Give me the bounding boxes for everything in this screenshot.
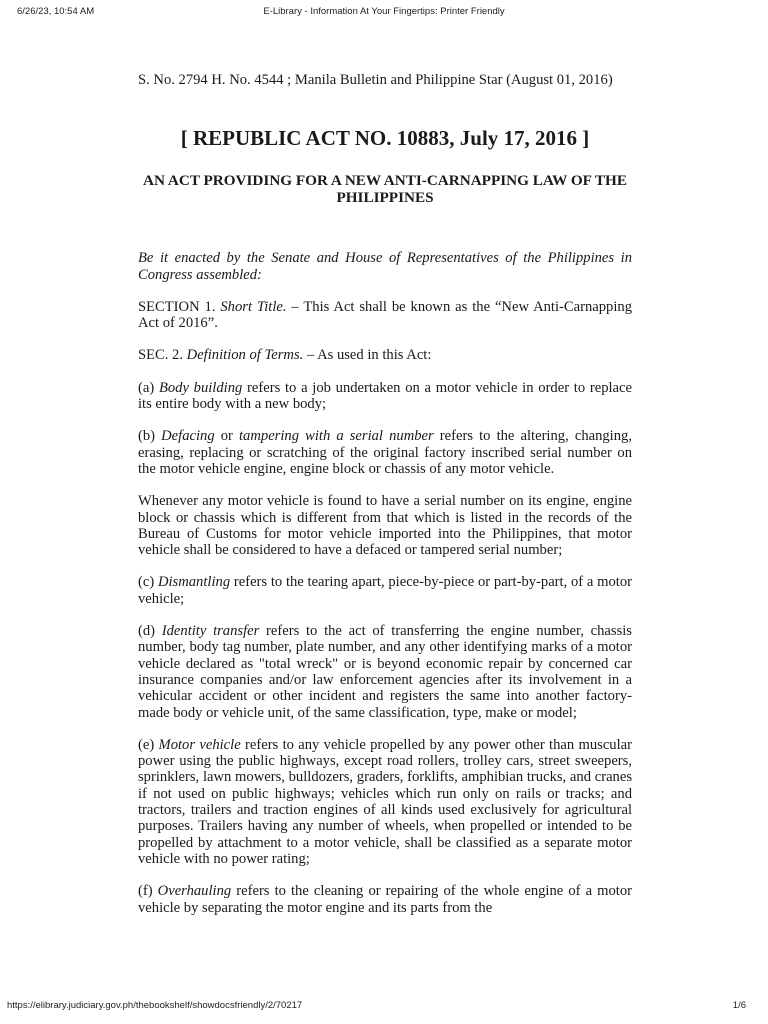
definition-d-term: Identity transfer (161, 623, 260, 640)
definition-b-term: Defacing (161, 428, 215, 445)
definition-c-term: Dismantling (157, 574, 231, 591)
section-2-text: – As used in this Act: (303, 347, 432, 364)
definition-b-mid: or (214, 428, 239, 445)
definition-e (138, 737, 632, 867)
definition-b-text: refers to the altering, changing, erasing, replacing or scratching of the original factory inscribed serial number on the motor vehicle engine, engine block or chassis of any motor vehicle. (138, 428, 632, 477)
definition-a-term: Body building (158, 379, 243, 396)
section-1-text: – This Act shall be known as the “New Anti-Carnapping Act of 2016”. (138, 298, 632, 332)
print-datetime: 6/26/23, 10:54 AM (17, 6, 95, 17)
definition-f-text: refers to the cleaning or repairing of the whole engine of a motor vehicle by separating the motor engine and its parts from the (138, 883, 632, 916)
definition-a (138, 380, 632, 413)
source-line: S. No. 2794 H. No. 4544 ; Manila Bulletin and Philippine Star (August 01, 2016) (138, 72, 613, 88)
section-2-heading: Definition of Terms. (186, 347, 304, 364)
definition-f (138, 883, 632, 916)
definition-b-paragraph-2: Whenever any motor vehicle is found to have a serial number on its engine, engine block or chassis which is different from that which is listed in the records of the Bureau of Customs for motor vehicle imported into the Philippines, that motor vehicle shall be considered to have a defaced or tampered serial number; (138, 493, 632, 559)
definition-a-text: refers to a job undertaken on a motor vehicle in order to replace its entire body with a new body; (138, 379, 632, 413)
definition-f-term: Overhauling (157, 883, 232, 900)
section-1-heading: Short Title. (220, 298, 287, 315)
definition-f-prefix: (f) (138, 883, 158, 900)
definition-c (138, 574, 632, 607)
enacting-clause: Be it enacted by the Senate and House of Representatives of the Philippines in Congress assembled: (138, 250, 632, 283)
section-1-prefix: SECTION 1. (138, 298, 221, 315)
section-2 (138, 347, 632, 363)
definition-c-prefix: (c) (138, 574, 158, 591)
print-footer (0, 1000, 768, 1014)
definition-c-text: refers to the tearing apart, piece-by-piece or part-by-part, of a motor vehicle; (138, 574, 632, 607)
print-page-title: E-Library - Information At Your Fingertips: Printer Friendly (263, 6, 505, 17)
print-page-number: 1/6 (732, 1000, 746, 1011)
document-body (138, 72, 632, 932)
definition-b-term2: tampering with a serial number (239, 428, 434, 445)
section-2-prefix: SEC. 2. (138, 347, 187, 364)
section-1 (138, 299, 632, 332)
definition-b (138, 428, 632, 477)
definition-e-prefix: (e) (138, 736, 159, 753)
act-title: [ REPUBLIC ACT NO. 10883, July 17, 2016 ] (180, 126, 590, 151)
definition-d-text: refers to the act of transferring the engine number, chassis number, body tag number, plate number, and any other identifying marks of a motor vehicle declared as "total wreck" or is beyond economic repair by concerned car insurance companies and/or law enforcement agencies after its involvement in a vehicular accident or other incident and registers the same into another factory-made body or vehicle unit, of the same classification, type, make or model; (138, 623, 632, 721)
act-subtitle: AN ACT PROVIDING FOR A NEW ANTI-CARNAPPING LAW OF THE PHILIPPINES (143, 172, 627, 207)
definition-a-prefix: (a) (138, 379, 159, 396)
definition-e-text: refers to any vehicle propelled by any power other than muscular power using the public highways, except road rollers, trolley cars, street sweepers, sprinklers, lawn mowers, bulldozers, graders, forklifts, amphibian trucks, and cranes if not used on public highways; vehicles which run only on rails or tracks; and tractors, trailers and traction engines of all kinds used exclusively for agricultural purposes. Trailers having any number of wheels, when propelled or intended to be propelled by attachment to a motor vehicle, shall be classified as a separate motor vehicle with no power rating; (138, 736, 632, 867)
definition-e-term: Motor vehicle (158, 736, 241, 753)
definition-b-prefix: (b) (138, 428, 162, 445)
definition-d (138, 623, 632, 721)
print-url: https://elibrary.judiciary.gov.ph/thebookshelf/showdocsfriendly/2/70217 (7, 1000, 303, 1011)
definition-d-prefix: (d) (138, 623, 162, 640)
print-header (0, 6, 768, 20)
